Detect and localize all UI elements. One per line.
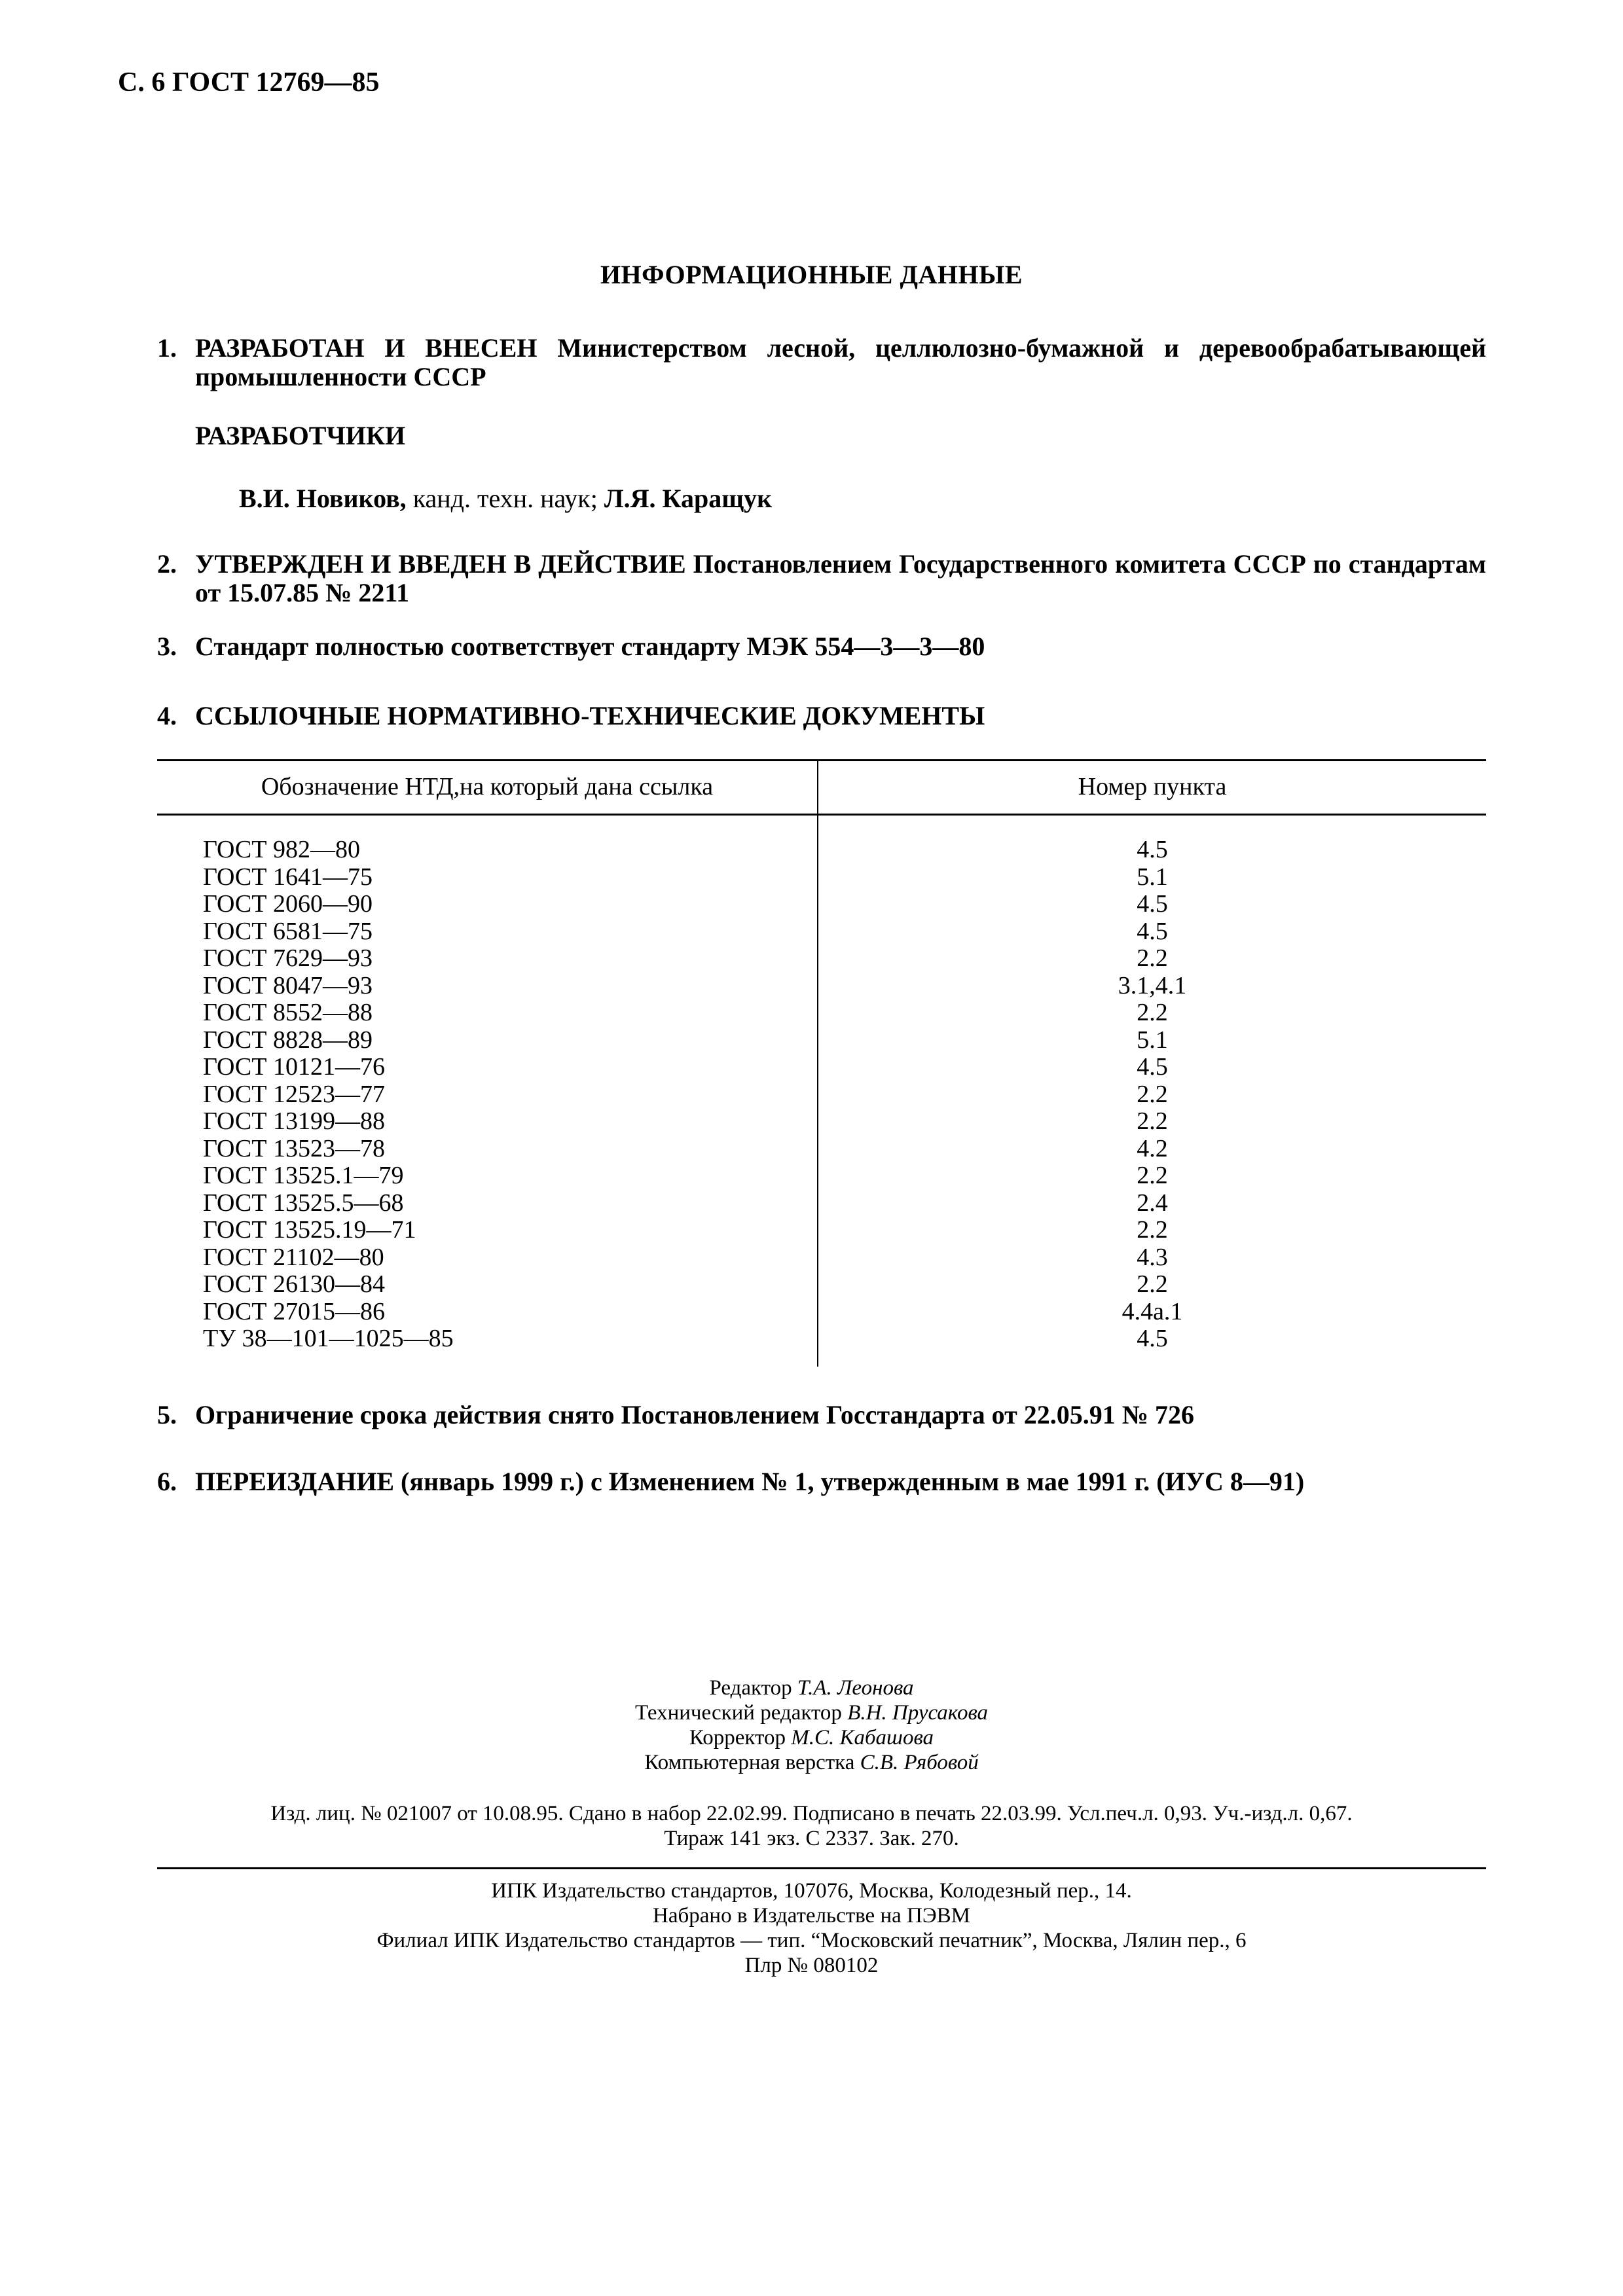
editor-name: Т.А. Леонова [797,1676,914,1700]
layout-name: С.В. Рябовой [860,1751,979,1774]
corrector-name: М.С. Кабашова [791,1726,934,1749]
table-top-rule [157,759,1486,761]
table-row [157,973,1486,1000]
table-row [157,836,1486,864]
document-designation: ГОСТ 13525.1—79 [203,1162,404,1189]
clause-number: 2.4 [1137,1189,1168,1217]
tech-editor-name: В.Н. Прусакова [847,1701,989,1725]
table-header-document: Обозначение НТД,на который дана ссылка [261,773,714,800]
document-designation: ГОСТ 10121—76 [203,1053,385,1081]
document-designation: ГОСТ 13525.19—71 [203,1216,416,1244]
table-row [157,1190,1486,1217]
document-designation: ГОСТ 13525.5—68 [203,1189,404,1217]
item-text: Ограничение срока действия снято Постановлением Госстандарта от 22.05.91 № 726 [195,1400,1194,1429]
document-designation: ГОСТ 21102—80 [203,1243,384,1271]
clause-number: 4.5 [1137,836,1168,863]
clause-number: 2.2 [1137,1080,1168,1108]
document-designation: ГОСТ 13523—78 [203,1134,385,1162]
clause-number: 2.2 [1137,1270,1168,1298]
document-designation: ГОСТ 8047—93 [203,971,373,999]
clause-number: 4.2 [1137,1134,1168,1162]
item-number: 4. [157,701,177,730]
clause-number: 4.5 [1137,1053,1168,1081]
clause-number: 3.1,4.1 [1118,971,1187,999]
document-designation: ГОСТ 13199—88 [203,1107,385,1135]
developer-degree: канд. техн. наук; [406,484,604,513]
clause-number: 4.4а.1 [1122,1297,1183,1325]
info-item-1 [157,334,1486,391]
item-number: 1. [157,333,177,363]
item-text: УТВЕРЖДЕН И ВВЕДЕН В ДЕЙСТВИЕ Постановлением Государственного комитета СССР по стандартам от 15.07.85 № 2211 [195,549,1486,607]
clause-number: 2.2 [1137,1216,1168,1244]
publisher-address: ИПК Издательство стандартов, 107076, Москва, Колодезный пер., 14. [491,1879,1132,1903]
page-header-code: С. 6 ГОСТ 12769—85 [118,67,380,98]
clause-number: 2.2 [1137,1107,1168,1135]
table-row [157,1162,1486,1190]
imprint-tech-editor [0,1700,1623,1725]
document-designation: ГОСТ 8552—88 [203,999,373,1026]
document-designation: ГОСТ 2060—90 [203,890,373,918]
document-designation: ГОСТ 27015—86 [203,1297,385,1325]
document-designation: ГОСТ 7629—93 [203,944,373,972]
item-text: РАЗРАБОТАН И ВНЕСЕН Министерством лесной, целлюлозно-бумажной и деревообрабатывающей промышленности СССР [195,333,1486,391]
item-text: Стандарт полностью соответствует стандарту МЭК 554—3—3—80 [195,632,985,661]
document-designation: ГОСТ 12523—77 [203,1080,385,1108]
item-number: 3. [157,632,177,661]
table-row [157,999,1486,1027]
imprint-editor [0,1676,1623,1700]
section-title: ИНФОРМАЦИОННЫЕ ДАННЫЕ [600,260,1023,289]
item-number: 6. [157,1467,177,1496]
info-item-4 [157,702,1486,730]
document-designation: ГОСТ 8828—89 [203,1026,373,1054]
item-text: ССЫЛОЧНЫЕ НОРМАТИВНО-ТЕХНИЧЕСКИЕ ДОКУМЕНТЫ [195,701,985,730]
corrector-label: Корректор [689,1726,792,1749]
table-row [157,891,1486,918]
table-header-rule [157,814,1486,816]
clause-number: 2.2 [1137,999,1168,1026]
item-text: ПЕРЕИЗДАНИЕ (январь 1999 г.) с Изменением № 1, утвержденным в мае 1991 г. (ИУС 8—91) [195,1467,1305,1496]
clause-number: 4.5 [1137,1325,1168,1352]
clause-number: 5.1 [1137,863,1168,891]
clause-number: 2.2 [1137,944,1168,972]
table-row [157,1136,1486,1163]
table-row [157,945,1486,973]
info-item-3 [157,632,1486,661]
clause-number: 4.3 [1137,1243,1168,1271]
printing-house: Филиал ИПК Издательство стандартов — тип. “Московский печатник”, Москва, Лялин пер., 6 [376,1929,1247,1952]
imprint-layout [0,1750,1623,1775]
item-number: 2. [157,549,177,579]
table-row [157,1325,1486,1353]
table-row [157,1027,1486,1054]
publication-details-line-1: Изд. лиц. № 021007 от 10.08.95. Сдано в набор 22.02.99. Подписано в печать 22.03.99. Усл.печ.л. 0,93. Уч.-изд.л. 0,67. [270,1802,1353,1825]
imprint-corrector [0,1725,1623,1750]
tech-editor-label: Технический редактор [634,1701,848,1725]
layout-label: Компьютерная верстка [644,1751,860,1774]
table-row [157,1299,1486,1326]
imprint-divider [157,1867,1486,1869]
clause-number: 2.2 [1137,1162,1168,1189]
item-number: 5. [157,1400,177,1429]
document-designation: ГОСТ 1641—75 [203,863,373,891]
info-item-2 [157,550,1486,607]
table-row [157,864,1486,891]
table-row [157,1244,1486,1272]
table-header-clause: Номер пункта [1078,773,1227,800]
table-row [157,918,1486,946]
info-item-6 [157,1467,1486,1496]
document-designation: ГОСТ 982—80 [203,836,360,863]
document-designation: ТУ 38—101—1025—85 [203,1325,454,1352]
clause-number: 4.5 [1137,917,1168,945]
info-item-5 [157,1401,1486,1429]
table-row [157,1108,1486,1136]
typesetting-note: Набрано в Издательстве на ПЭВМ [653,1904,970,1928]
developer-name-1: В.И. Новиков, [239,484,407,513]
clause-number: 5.1 [1137,1026,1168,1054]
table-row [157,1054,1486,1081]
document-designation: ГОСТ 6581—75 [203,917,373,945]
publication-details-line-2: Тираж 141 экз. С 2337. Зак. 270. [664,1827,959,1850]
clause-number: 4.5 [1137,890,1168,918]
developer-name-2: Л.Я. Каращук [604,484,773,513]
table-row [157,1271,1486,1299]
editor-label: Редактор [709,1676,797,1700]
developers-label: РАЗРАБОТЧИКИ [195,421,406,450]
table-body [157,836,1486,1353]
table-row [157,1217,1486,1244]
document-designation: ГОСТ 26130—84 [203,1270,385,1298]
license-number: Плр № 080102 [744,1954,879,1977]
table-row [157,1081,1486,1109]
developers-line [239,483,772,514]
